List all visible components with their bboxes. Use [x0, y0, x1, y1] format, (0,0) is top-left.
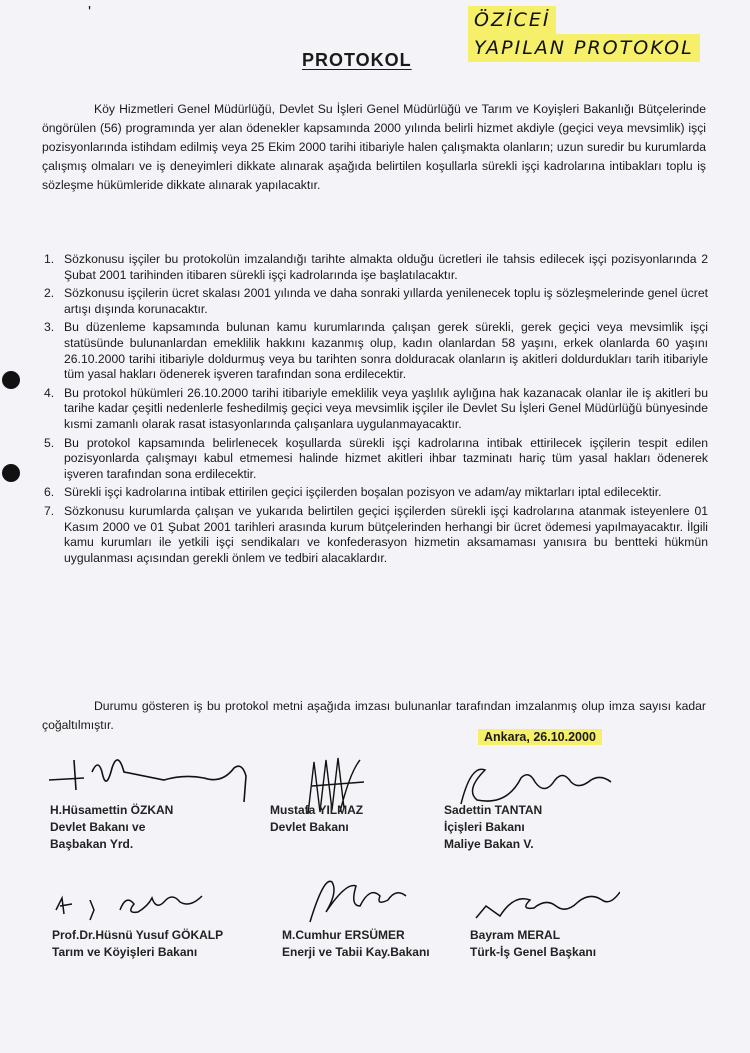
document-date: Ankara, 26.10.2000: [478, 729, 602, 745]
handwritten-note-line-2: YAPILAN PROTOKOL: [468, 34, 700, 62]
article-text: Sözkonusu kurumlarda çalışan ve yukarıda belirtilen geçici işçilerden sürekli işçi kadrolarına atanmak isteyenlere 01 Kasım 2000 ve 01 Şubat 2001 tarihleri arasında kurum bütçelerinden herhangi bir ücret ödemesi yapılmayacaktır. İlgili kamu kurumları ile yetkili işçi sendikaları ve konfederasyon hizmetin aksamaması yanısıra bu bentteki hükmün uygulanması açısından gerekli önlem ve tedbiri alacaklardır.: [64, 503, 708, 565]
article-text: Sürekli işçi kadrolarına intibak ettirilen geçici işçilerden boşalan pozisyon ve adam/ay miktarları iptal edilecektir.: [64, 485, 662, 500]
signatory-ersumer: [282, 927, 430, 961]
signature-ersumer: [300, 872, 430, 932]
signatory-title: Maliye Bakan V.: [444, 837, 534, 851]
article-number: 4.: [44, 385, 55, 400]
article-item: [44, 504, 708, 566]
article-text: Bu protokol hükümleri 26.10.2000 tarihi itibariyle emeklilik veya yaşlılık aylığına hak kazanacak olanlar ile iş akitleri bu tarihe kadar çeşitli nedenlerle feshedilmiş geçici veya mevsimlik işçiler ile Devlet Su İşleri Genel Müdürlüğü bünyesinde kısmi zamanlı olarak rasat istasyonlarında çalışanlara uygulanmayacaktır.: [64, 385, 708, 431]
signatory-name: M.Cumhur ERSÜMER: [282, 928, 405, 942]
article-item: [44, 252, 708, 283]
signatory-ozkan: [50, 802, 173, 853]
signatory-title: Tarım ve Köyişleri Bakanı: [52, 945, 198, 959]
article-number: 6.: [44, 485, 55, 500]
signatory-title: Devlet Bakanı ve: [50, 820, 146, 834]
document-title: PROTOKOL: [302, 50, 412, 70]
punch-hole: [2, 371, 20, 389]
signature-meral: [470, 882, 620, 927]
punch-hole: [2, 464, 20, 482]
signatory-title: Türk-İş Genel Başkanı: [470, 945, 597, 959]
article-number: 3.: [44, 320, 55, 335]
corner-mark: ': [88, 4, 92, 21]
signatory-name: H.Hüsamettin ÖZKAN: [50, 803, 174, 817]
handwritten-note-line-1: ÖZİCEİ: [468, 6, 556, 34]
signatory-name: Prof.Dr.Hüsnü Yusuf GÖKALP: [52, 928, 224, 942]
signatory-name: Mustafa YILMAZ: [270, 803, 364, 817]
closing-paragraph: Durumu gösteren iş bu protokol metni aşağıda imzası bulunanlar tarafından imzalanmış olup imza sayısı kadar çoğaltılmıştır.: [42, 699, 706, 732]
signatory-name: Sadettin TANTAN: [444, 803, 543, 817]
signatory-tantan: [444, 802, 542, 853]
signatory-title: Enerji ve Tabii Kay.Bakanı: [282, 945, 430, 959]
article-text: Sözkonusu işçilerin ücret skalası 2001 yılında ve daha sonraki yıllarda yenilenecek toplu iş sözleşmelerinde genel ücret artışı dışında korunacaktır.: [64, 286, 708, 316]
signatory-gokalp: [52, 927, 223, 961]
article-number: 7.: [44, 503, 55, 518]
signature-gokalp: [50, 880, 250, 925]
article-text: Bu protokol kapsamında belirlenecek koşullarda sürekli işçi kadrolarına intibak ettirilecek işçilerin tespit edilen pozisyonlarda çalışmayı kabul etmemesi halinde hizmet akitleri ihbar tazminatı hariç tüm yasal hakları ödenerek işveren tarafından sona erdilecektir.: [64, 435, 708, 481]
signatory-meral: [470, 927, 596, 961]
article-number: 2.: [44, 286, 55, 301]
signature-ozkan: [44, 750, 254, 810]
article-item: [44, 436, 708, 483]
article-number: 1.: [44, 252, 55, 266]
article-list: [44, 252, 708, 569]
article-text: Sözkonusu işçiler bu protokolün imzalandığı tarihte almakta olduğu ücretleri ile tahsis edilecek işçi pozisyonlarında 2 Şubat 2001 tarihinden itibaren sürekli işçi kadrolarında işe başlatılacaktır.: [64, 252, 708, 282]
article-text: Bu düzenleme kapsamında bulunan kamu kurumlarında çalışan gerek sürekli, gerek geçici veya mevsimlik işçi statüsünde bulunanlardan emeklilik hakkını kazanmış olup, kadın olanlardan 58 yaşını, erkek olanlarda 60 yaşını 26.10.2000 tarihi itibariyle doldurmuş veya bu tarihten sonra dolduracak olanların iş akitleri doldurdukları tarih itibariyle tüm yasal hakları ödenerek işveren tarafından sona erdilecektir.: [64, 320, 708, 382]
article-item: [44, 485, 708, 501]
signatory-title: Devlet Bakanı: [270, 820, 349, 834]
signatory-title: Başbakan Yrd.: [50, 837, 134, 851]
intro-paragraph: Köy Hizmetleri Genel Müdürlüğü, Devlet Su İşleri Genel Müdürlüğü ve Tarım ve Koyişleri Bakanlığı Bütçelerinde öngörülen (56) programında yer alan ödenekler kapsamında 2000 yılında belirli hizmet akdiyle (geçici veya mevsimlik) işçi pozisyonlarında istihdam edilmiş veya 25 Ekim 2000 tarihi itibariyle halen çalışmakta olanların; uzun suredir bu kurumlarda çalışmış olmaları ve iş deneyimleri dikkate alınarak aşağıda belirtilen koşullarla sürekli işçi kadrolarına intibakları toplu iş sözleşme hükümleride dikkate alınarak yapılacaktır.: [42, 102, 706, 192]
article-number: 5.: [44, 435, 55, 450]
article-item: [44, 320, 708, 382]
signatory-title: İçişleri Bakanı: [444, 820, 525, 834]
signatory-yilmaz: [270, 802, 363, 836]
article-item: [44, 286, 708, 317]
signatory-name: Bayram MERAL: [470, 928, 561, 942]
article-item: [44, 386, 708, 433]
handwritten-note: [468, 6, 700, 62]
